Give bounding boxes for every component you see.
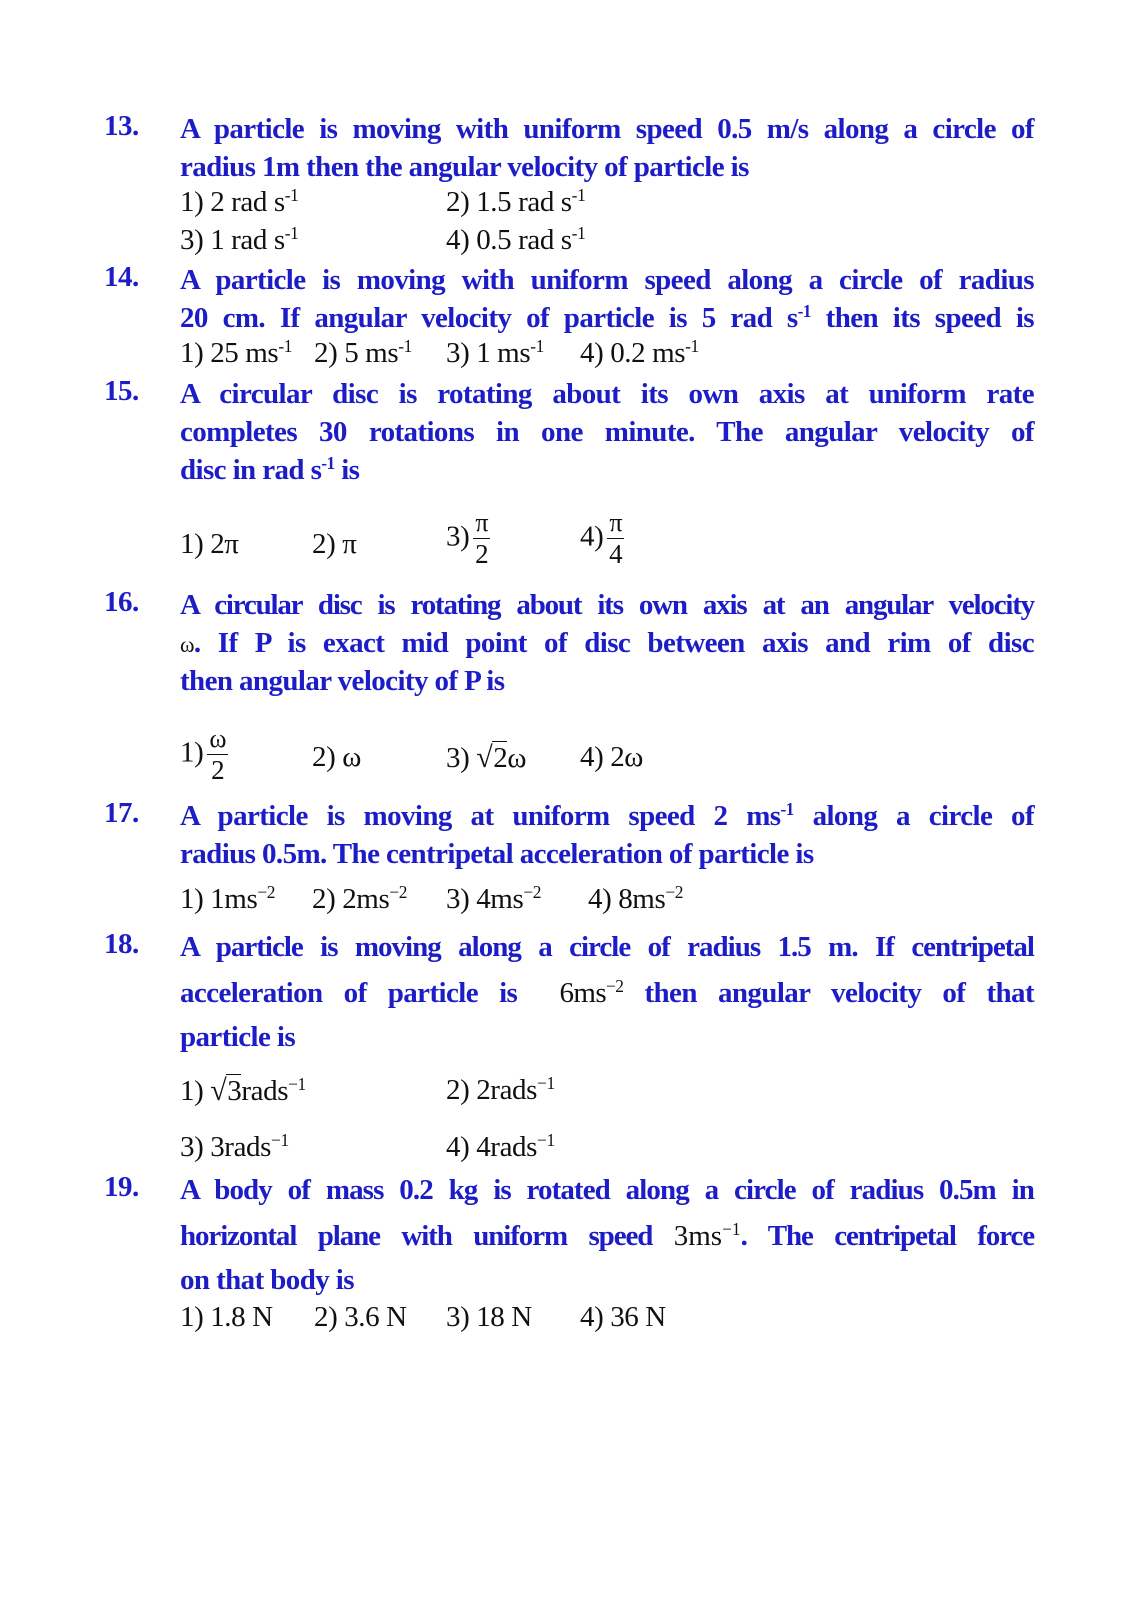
option-2: 2) $2ms^{-2}$: [312, 882, 408, 915]
fraction: $\frac{\pi}{4}$: [609, 508, 623, 569]
option-3: 3) 3rads$^{-1}$: [180, 1130, 289, 1163]
question-number: 17.: [104, 797, 139, 829]
question-text: A body of mass 0.2 kg is rotated along a circle of radius 0.5m in horizontal plane with uniform speed $3ms^{-1}$. The centripetal force on that body is: [180, 1174, 1034, 1296]
option-1: 1) $\frac{\omega}{2}$: [180, 724, 227, 785]
omega-symbol: ω: [180, 632, 194, 657]
fraction: $\frac{\pi}{2}$: [475, 508, 489, 569]
option-2: 2) 3.6 N: [314, 1301, 407, 1333]
option-2: 2) 5 $ms^{-1}$: [314, 336, 412, 369]
question-text: A particle is moving with uniform speed 0.5 m/s along a circle of radius 1m then the angular velocity of particle is: [180, 113, 1034, 183]
option-1: 1) 25 $ms^{-1}$: [180, 336, 292, 369]
option-3: 3) $4ms^{-2}$: [446, 882, 542, 915]
option-4: 4) 0.2 $ms^{-1}$: [580, 336, 699, 369]
option-1: 1) 2π: [180, 528, 239, 560]
option-1: 1) $1ms^{-2}$: [180, 882, 276, 915]
question-text: A circular disc is rotating about its own axis at uniform rate completes 30 rotations in one minute. The angular velocity of disc in rad $s^{-1}$ is: [180, 378, 1034, 486]
option-1: 1) √3rads$^{-1}$: [180, 1074, 306, 1107]
question-text: A circular disc is rotating about its own axis at an angular velocity ω. If P is exact mid point of disc between axis and rim of disc then angular velocity of P is: [180, 589, 1034, 697]
option-4: 4) 36 N: [580, 1301, 666, 1333]
option-2: 2) ω: [312, 741, 361, 773]
question-text: A particle is moving with uniform speed along a circle of radius 20 cm. If angular velocity of particle is 5 rad $s^{-1}$ then its speed is: [180, 264, 1034, 334]
option-2: 2) 1.5 rad $s^{-1}$: [446, 185, 586, 218]
speed-value: $3ms^{-1}$: [673, 1219, 741, 1252]
option-2: 2) π: [312, 528, 357, 560]
option-3: 3) $\frac{\pi}{2}$: [446, 508, 489, 569]
option-3: 3) 1 rad $s^{-1}$: [180, 223, 299, 256]
option-4: 4) 0.5 rad $s^{-1}$: [446, 223, 586, 256]
question-number: 14.: [104, 261, 139, 293]
option-1: 1) 2 rad $s^{-1}$: [180, 185, 299, 218]
question-number: 19.: [104, 1171, 139, 1203]
option-1: 1) 1.8 N: [180, 1301, 273, 1333]
option-4: 4) $\frac{\pi}{4}$: [580, 508, 623, 569]
option-4: 4) 4rads$^{-1}$: [446, 1130, 555, 1163]
option-4: 4) $8ms^{-2}$: [588, 882, 684, 915]
question-number: 18.: [104, 928, 139, 960]
question-number: 15.: [104, 375, 139, 407]
option-3: 3) 1 $ms^{-1}$: [446, 336, 544, 369]
question-text: A particle is moving along a circle of radius 1.5 m. If centripetal acceleration of particle is $6ms^{-2}$ then angular velocity of that particle is: [180, 931, 1034, 1053]
question-number: 13.: [104, 110, 139, 142]
fraction: $\frac{\omega}{2}$: [209, 724, 227, 785]
question-text: A particle is moving at uniform speed 2 $ms^{-1}$ along a circle of radius 0.5m. The centripetal acceleration of particle is: [180, 799, 1034, 870]
question-number: 16.: [104, 586, 139, 618]
option-4: 4) 2ω: [580, 741, 643, 773]
acceleration-value: $6ms^{-2}$: [559, 976, 624, 1009]
option-3: 3) √2ω: [446, 741, 527, 774]
option-2: 2) 2rads$^{-1}$: [446, 1073, 555, 1106]
option-3: 3) 18 N: [446, 1301, 532, 1333]
